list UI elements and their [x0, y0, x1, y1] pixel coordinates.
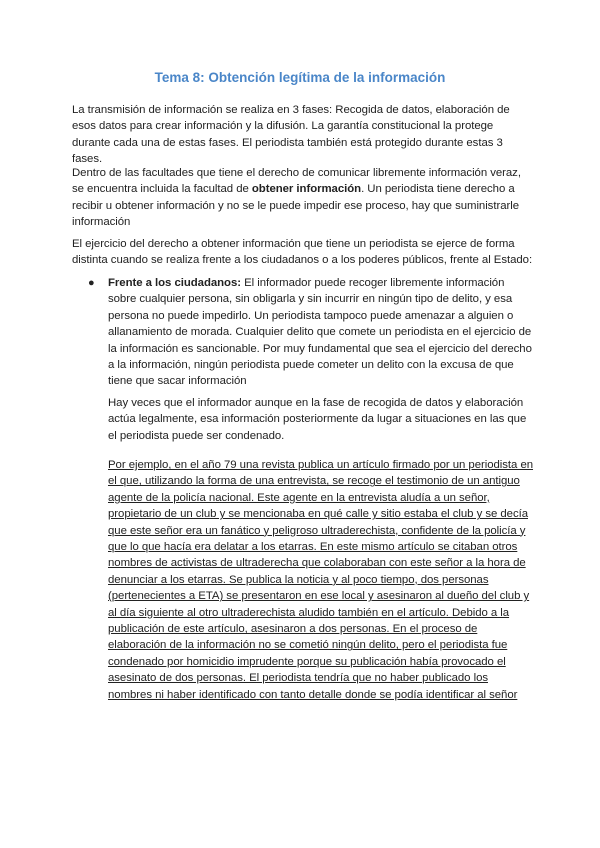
bullet-heading: Frente a los ciudadanos: [108, 277, 241, 289]
bullet-item-citizens [108, 275, 534, 390]
paragraph-right-to-obtain [72, 165, 534, 231]
page-title: Tema 8: Obtención legítima de la información [154, 70, 446, 85]
bullet-paragraph-condemned: Hay veces que el informador aunque en la fase de recogida de datos y elaboración actúa legalmente, esa información posteriormente da lugar a situaciones en las que el periodista puede ser condenado. [108, 397, 527, 442]
bullet-paragraph-example: Por ejemplo, en el año 79 una revista publica un artículo firmado por un periodista en el que, utilizando la forma de una entrevista, se recoge el testimonio de un antiguo agente de la policía nacional. Este agente en la entrevista aludía a un señor, propietario de un club y se mencionaba en qué calle y sitio estaba el club y se decía que este señor era un fanático y peligroso ultraderechista, confidente de la policía y que lo que hacía era delatar a los etarras. En este mismo artículo se citaban otros nombres de activistas de ultraderecha que colaboraban con este señor a la hora de denunciar a los etarras. Se publica la noticia y al poco tiempo, dos personas (pertenecientes a ETA) se presentaron en ese local y asesinaron al dueño del club y al día siguiente al otro ultraderechista aludido también en el artículo. Debido a la publicación de este artículo, asesinaron a dos personas. En el proceso de elaboración de la información no se cometió ningún delito, pero el periodista fue condenado por homicidio imprudente porque su publicación había provocado el asesinato de dos personas. El periodista tendría que no haber publicado los nombres ni haber identificado con tanto detalle donde se podía identificar al señor [108, 459, 534, 701]
paragraph-transmission-phases: La transmisión de información se realiza en 3 fases: Recogida de datos, elaboración de esos datos para crear información y la difusión. La garantía constitucional la protege durante cada una de estas fases. El periodista también está protegido durante estas 3 fases. [72, 104, 510, 166]
bullet-icon: ● [88, 277, 95, 289]
bold-term: obtener información [251, 183, 362, 196]
bullet-body: El informador puede recoger libremente información sobre cualquier persona, sin obligarla y sin incurrir en ningún tipo de delito, y esa persona no puede impedirlo. Un periodista tampoco puede amenazar a alguien o allanamiento de morada. Cualquier delito que comete un periodista en el ejercicio de la información es sancionable. Por muy fundamental que sea el ejercicio del derecho a la información, ningún periodista puede cometer un delito con la excusa de que tiene que sacar información [108, 277, 532, 388]
paragraph-text: Dentro de las facultades que tiene el derecho de comunicar libremente información veraz, se encuentra incluida la facultad de [72, 167, 521, 196]
paragraph-text: . Un periodista tiene derecho a recibir u obtener información y no se le puede impedir ese proceso, hay que suministrarle información [72, 183, 519, 229]
paragraph-exercise-of-right: El ejercicio del derecho a obtener información que tiene un periodista se ejerce de forma distinta cuando se realiza frente a los ciudadanos o a los poderes públicos, frente al Estado: [72, 238, 533, 267]
